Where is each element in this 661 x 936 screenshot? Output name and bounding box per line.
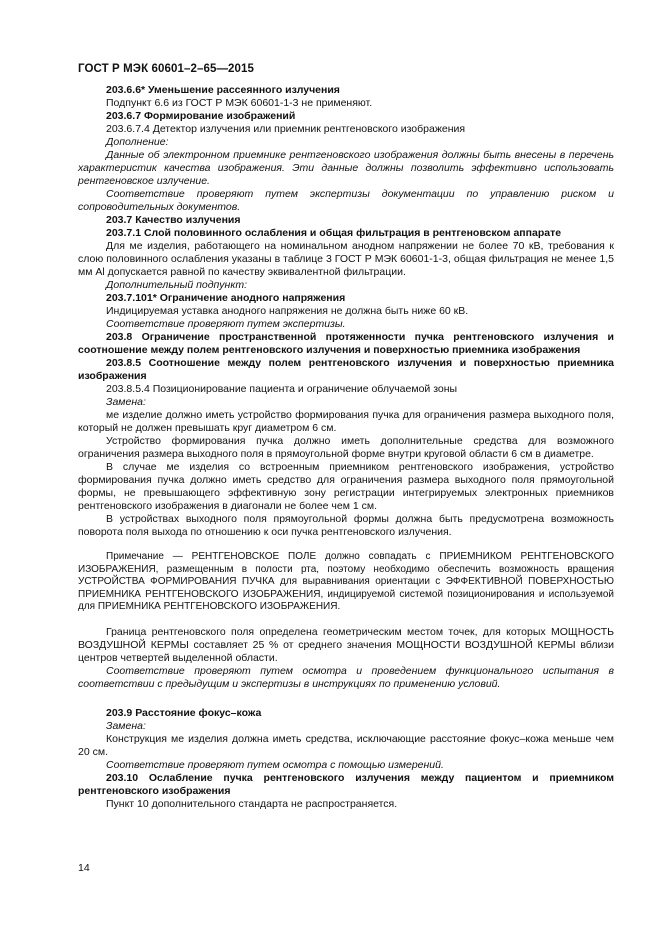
paragraph: Конструкция ме изделия должна иметь средства, исключающие расстояние фокус–кожа меньше чем 20 см. (78, 732, 614, 758)
paragraph: Граница рентгеновского поля определена геометрическим местом точек, для которых МОЩНОСТЬ ВОЗДУШНОЙ КЕРМЫ составляет 25 % от среднего значения МОЩНОСТИ ВОЗДУШНОЙ КЕРМЫ вблизи центров четвертей выделенной области. (78, 625, 614, 664)
paragraph: ме изделие должно иметь устройство формирования пучка для ограничения размера выходного поля, который не должен превышать круг диаметром 6 см. (78, 409, 614, 434)
amendment-label: Дополнение: (106, 136, 169, 148)
section-heading: 203.6.7 Формирование изображений (106, 110, 296, 122)
section-heading: 203.8 Ограничение пространственной протяженности пучка рентгеновского излучения и соотношение между полем рентгеновского излучения и поверхностью приемника изображения (78, 331, 614, 356)
paragraph: В устройствах выходного поля прямоугольной формы должна быть предусмотрена возможность поворота поля выхода по отношению к оси пучка рентгеновского излучения. (78, 513, 614, 538)
spacer (78, 691, 614, 707)
document-header: ГОСТ Р МЭК 60601–2–65—2015 (78, 63, 255, 75)
section-heading: 203.8.5 Соотношение между полем рентгеновского излучения и поверхностью приемника изображения (78, 357, 614, 382)
document-body (78, 84, 614, 811)
compliance-paragraph: Соответствие проверяют путем осмотра и проведением функционального испытания в соответствии с предыдущим и экспертизы в инструкциях по применению условий. (78, 664, 614, 690)
section-heading: 203.9 Расстояние фокус–кожа (106, 706, 262, 719)
subsection-heading: 203.8.5.4 Позиционирование пациента и ограничение облучаемой зоны (106, 383, 458, 395)
paragraph: Устройство формирования пучка должно иметь дополнительные средства для возможного ограничения размера выходного поля в прямоугольной форме внутри круговой области 6 см в диаметре. (78, 435, 614, 460)
spacer (78, 614, 614, 626)
subsection-heading: 203.6.7.4 Детектор излучения или приемник рентгеновского изображения (106, 123, 466, 135)
section-heading: 203.6.6* Уменьшение рассеянного излучения (106, 84, 340, 96)
amendment-label: Замена: (106, 719, 146, 732)
paragraph: Индицируемая уставка анодного напряжения не должна быть ниже 60 кВ. (106, 305, 469, 317)
section-heading: 203.7.1 Слой половинного ослабления и общая фильтрация в рентгеновском аппарате (106, 227, 562, 239)
paragraph: Пункт 10 дополнительного стандарта не распространяется. (106, 797, 398, 810)
note-paragraph: Примечание — РЕНТГЕНОВСКОЕ ПОЛЕ должно совпадать с ПРИЕМНИКОМ РЕНТГЕНОВСКОГО ИЗОБРАЖЕНИЯ, размещенным в полости рта, поэтому необходимо обеспечить возможность вращения УСТРОЙСТВА ФОРМИРОВАНИЯ ПУЧКА для выравнивания ориентации с ЭФФЕКТИВНОЙ ПОВЕРХНОСТЬЮ ПРИЕМНИКА РЕНТГЕНОВСКОГО ИЗОБРАЖЕНИЯ, индицируемой системой позиционирования и используемой для ПРИЕМНИКА РЕНТГЕНОВСКОГО ИЗОБРАЖЕНИЯ. (78, 551, 614, 612)
spacer (78, 539, 614, 551)
compliance-paragraph: Соответствие проверяют путем осмотра с помощью измерений. (106, 758, 444, 771)
section-heading: 203.10 Ослабление пучка рентгеновского излучения между пациентом и приемником рентгеновского изображения (78, 771, 614, 797)
section-heading: 203.7.101* Ограничение анодного напряжения (106, 292, 346, 304)
paragraph: Подпункт 6.6 из ГОСТ Р МЭК 60601-1-3 не применяют. (106, 97, 373, 109)
amendment-label: Дополнительный подпункт: (106, 279, 248, 291)
compliance-paragraph: Соответствие проверяют путем экспертизы. (106, 318, 346, 330)
page-number: 14 (78, 862, 90, 874)
amendment-label: Замена: (106, 396, 146, 408)
paragraph: Для ме изделия, работающего на номинальном анодном напряжении не более 70 кВ, требования к слою половинного ослабления указаны в таблице 3 ГОСТ Р МЭК 60601-1-3, общая фильтрация не менее 1,5 мм Al допускается равной по качеству эквивалентной фильтрации. (78, 240, 614, 278)
paragraph: Данные об электронном приемнике рентгеновского изображения должны быть внесены в перечень характеристик качества изображения. Эти данные должны позволить эффективно использовать рентгеновское излучение. (78, 149, 614, 187)
compliance-paragraph: Соответствие проверяют путем экспертизы документации по управлению риском и сопроводительных документов. (78, 188, 614, 213)
section-heading: 203.7 Качество излучения (106, 214, 241, 226)
paragraph: В случае ме изделия со встроенным приемником рентгеновского изображения, устройство формирования пучка должно иметь средство для ограничения размера выходного поля прямоугольной формы, не превышающего эффективную зону регистрации интегрируемых электронных приемников рентгеновского изображения в диагонали не более чем 1 см. (78, 461, 614, 512)
